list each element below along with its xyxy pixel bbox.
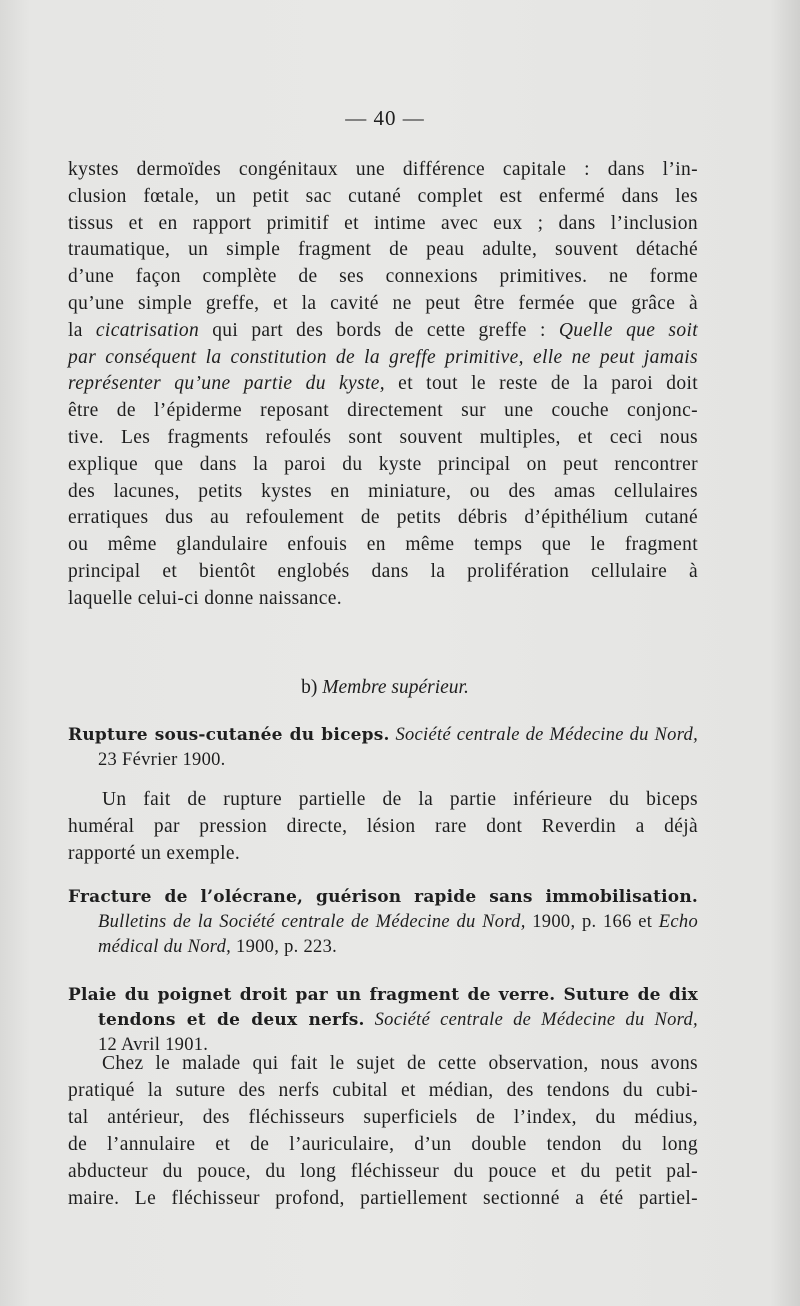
- entry-date: 23 Février 1900.: [98, 750, 226, 770]
- text-line: tissus et en rapport primitif et intime avec eux ; dans l’inclusion: [68, 212, 698, 234]
- paragraph-rupture: [68, 786, 698, 867]
- text-line: clusion fœtale, un petit sac cutané complet est enfermé dans les: [68, 185, 698, 207]
- section-title: Membre supérieur.: [322, 677, 469, 698]
- text-line: tive. Les fragments refoulés sont souvent multiples, et ceci nous: [68, 426, 698, 448]
- italic-run: représenter qu’une partie du kyste,: [68, 373, 385, 395]
- italic-run: Quelle que soit: [558, 319, 698, 341]
- text-line: [68, 371, 698, 398]
- text-line: des lacunes, petits kystes en miniature, ou des amas cellulaires: [68, 480, 698, 502]
- italic-run: cicatrisation: [95, 319, 200, 341]
- text-line: pratiqué la suture des nerfs cubital et médian, des tendons du cubi-: [68, 1080, 698, 1101]
- text-line: d’une façon complète de ses connexions primitives. ne forme: [68, 266, 698, 288]
- bibliography-entry: [68, 885, 698, 960]
- paragraph-plaie: [68, 1050, 698, 1212]
- entry-line: [68, 935, 698, 960]
- entry-line: [68, 1008, 698, 1033]
- entry-source: Société centrale de Médecine du Nord,: [395, 725, 698, 745]
- text-line: laquelle celui-ci donne naissance.: [68, 587, 342, 609]
- section-letter: b): [301, 677, 323, 698]
- entry-heading: Fracture de l’olécrane, guérison rapide sans immobilisation.: [68, 887, 698, 907]
- entry-source: médical du Nord,: [98, 937, 232, 957]
- text-run: qui part des bords de cette greffe :: [199, 319, 559, 341]
- entry-line: [68, 723, 698, 748]
- page-number: — 40 —: [345, 106, 425, 130]
- text-line: traumatique, un simple fragment de peau adulte, souvent détaché: [68, 239, 698, 261]
- text-line: être de l’épiderme reposant directement sur une couche conjonc-: [68, 400, 698, 422]
- italic-line: par conséquent la constitution de la greffe primitive, elle ne peut jamais: [68, 346, 698, 368]
- text-line: ou même glandulaire enfouis en même temps que le fragment: [68, 534, 698, 556]
- text-line: de l’annulaire et de l’auriculaire, d’un double tendon du long: [68, 1134, 698, 1155]
- text-run: et tout le reste de la paroi doit: [384, 373, 698, 395]
- entry-text: 1900, p. 166 et: [525, 912, 659, 932]
- text-line: principal et bientôt englobés dans la prolifération cellulaire à: [68, 560, 698, 582]
- text-line: qu’une simple greffe, et la cavité ne peut être fermée que grâce à: [68, 292, 698, 314]
- entry-source: Société centrale de Médecine du Nord,: [374, 1010, 698, 1030]
- text-line: [68, 318, 698, 345]
- text-line: explique que dans la paroi du kyste principal on peut rencontrer: [68, 453, 698, 475]
- text-line: abducteur du pouce, du long fléchisseur du pouce et du petit pal-: [68, 1161, 698, 1182]
- text-line: huméral par pression directe, lésion rare dont Reverdin a déjà: [68, 816, 698, 837]
- text-line: kystes dermoïdes congénitaux une différence capitale : dans l’in-: [68, 159, 698, 180]
- entry-heading: tendons et de deux nerfs.: [98, 1010, 365, 1030]
- text-line: rapporté un exemple.: [68, 843, 241, 864]
- entry-heading: Rupture sous-cutanée du biceps.: [68, 725, 390, 745]
- bibliography-entry: [68, 983, 698, 1058]
- entry-line: [68, 910, 698, 935]
- text-line: tal antérieur, des fléchisseurs superficiels de l’index, du médius,: [68, 1107, 698, 1128]
- bibliography-entry: [68, 723, 698, 773]
- entry-source: Echo: [658, 912, 698, 932]
- text-line: Chez le malade qui fait le sujet de cette observation, nous avons: [102, 1053, 698, 1074]
- paragraph-kystes: [68, 157, 698, 613]
- entry-heading: Plaie du poignet droit par un fragment de verre. Suture de dix: [68, 985, 698, 1005]
- entry-source: Bulletins de la Société centrale de Médecine du Nord,: [98, 912, 526, 932]
- entry-text: 1900, p. 223.: [231, 937, 338, 957]
- text-run: la: [68, 319, 96, 341]
- text-line: erratiques dus au refoulement de petits débris d’épithélium cutané: [68, 507, 698, 529]
- section-heading: [0, 677, 770, 699]
- text-line: Un fait de rupture partielle de la partie inférieure du biceps: [102, 789, 698, 810]
- entry-date: 12 Avril 1901.: [98, 1035, 209, 1055]
- text-line: maire. Le fléchisseur profond, partiellement sectionné a été partiel-: [68, 1188, 698, 1209]
